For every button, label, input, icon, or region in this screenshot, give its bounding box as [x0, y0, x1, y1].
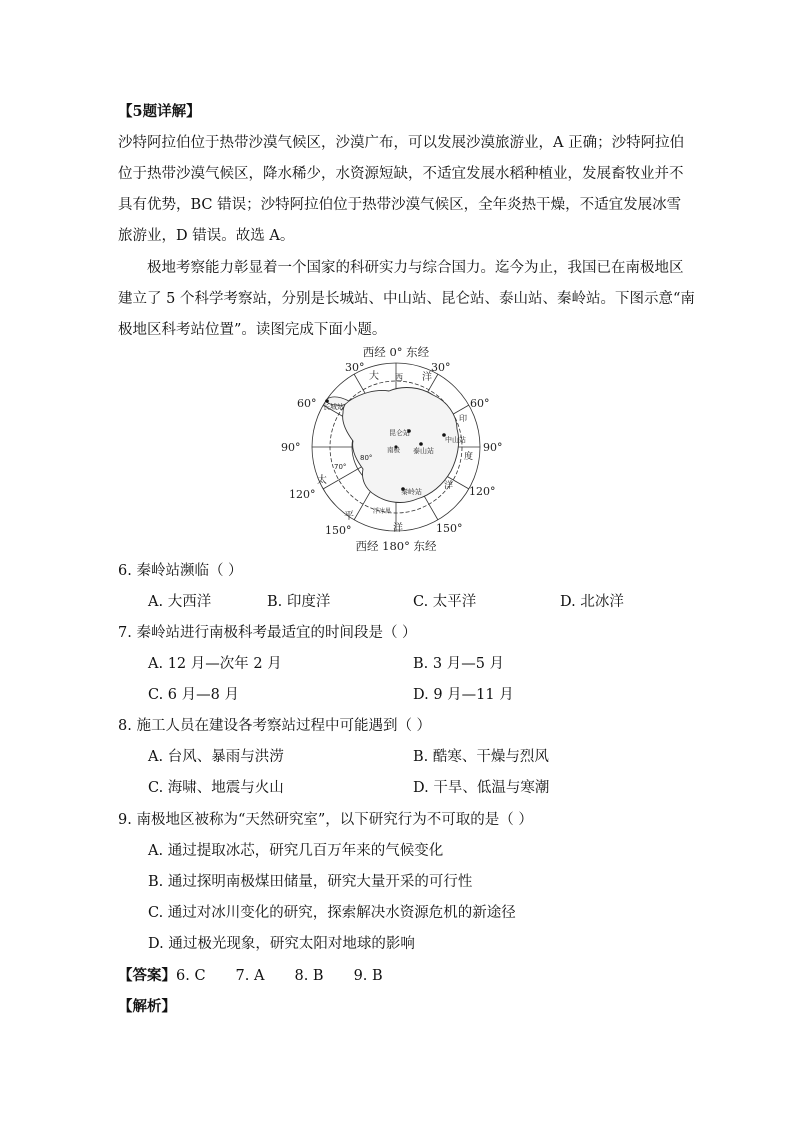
ocean-tai: 太 — [317, 475, 327, 486]
q8-option-c[interactable]: C. 海啸、地震与火山 — [148, 780, 284, 796]
q6-option-a[interactable]: A. 大西洋 — [148, 594, 212, 610]
ocean-yin: 印 — [459, 414, 467, 423]
q9-option-c[interactable]: C. 通过对冰川变化的研究，探索解决水资源危机的新途径 — [148, 905, 516, 921]
label-changcheng: 长城站 — [323, 403, 344, 411]
ocean-yang-top: 洋 — [422, 372, 432, 383]
intro-line-2: 建立了 5 个科学考察站，分别是长城站、中山站、昆仑站、泰山站、秦岭站。下图示意“南 — [118, 291, 695, 307]
ocean-yang-right: 洋 — [444, 481, 454, 491]
map-svg — [281, 343, 511, 555]
analysis-heading: 【解析】 — [118, 998, 176, 1015]
answer-9: 9. B — [353, 968, 383, 984]
question-9-stem: 9. 南极地区被称为“天然研究室”，以下研究行为不可取的是（ ） — [118, 812, 533, 828]
ocean-ping: 平 — [344, 511, 354, 522]
section5-line-1: 沙特阿拉伯位于热带沙漠气候区，沙漠广布，可以发展沙漠旅游业，A 正确；沙特阿拉伯 — [118, 135, 685, 151]
q7-option-d[interactable]: D. 9 月—11 月 — [413, 687, 514, 703]
ocean-du: 度 — [464, 452, 474, 462]
answer-6: 6. C — [176, 968, 206, 984]
question-7-stem: 7. 秦岭站进行南极科考最适宜的时间段是（ ） — [118, 625, 417, 641]
intro-line-3: 极地区科考站位置”。读图完成下面小题。 — [118, 322, 387, 338]
q9-option-d[interactable]: D. 通过极光现象，研究太阳对地球的影响 — [148, 936, 415, 952]
question-6-stem: 6. 秦岭站濒临（ ） — [118, 563, 243, 579]
q6-option-b[interactable]: B. 印度洋 — [267, 594, 331, 610]
section5-heading: 【5题详解】 — [118, 103, 201, 120]
top-meridian-label: 西经 0° 东经 — [362, 345, 430, 359]
ocean-xi: 西 — [395, 373, 403, 382]
deg-120-left: 120° — [289, 488, 316, 501]
q8-option-d[interactable]: D. 干旱、低温与寒潮 — [413, 780, 550, 796]
q6-option-d[interactable]: D. 北冰洋 — [560, 594, 624, 610]
answer-line — [118, 966, 383, 986]
label-kunlun: 昆仑站 — [389, 429, 410, 437]
q7-option-a[interactable]: A. 12 月—次年 2 月 — [148, 656, 282, 672]
label-pole: 南极 — [387, 446, 400, 454]
antarctica-shape — [343, 388, 459, 503]
q8-option-a[interactable]: A. 台风、暴雨与洪涝 — [148, 749, 284, 765]
label-zhongshan: 中山站 — [445, 436, 466, 444]
label-qinling: 秦岭站 — [401, 488, 422, 496]
question-8-stem: 8. 施工人员在建设各考察站过程中可能遇到（ ） — [118, 718, 432, 734]
answer-8: 8. B — [294, 968, 324, 984]
deg-150-left: 150° — [325, 524, 352, 537]
q6-option-c[interactable]: C. 太平洋 — [413, 594, 477, 610]
deg-120-right: 120° — [469, 485, 496, 498]
deg-90-left: 90° — [281, 441, 301, 454]
section5-line-3: 具有优势，BC 错误；沙特阿拉伯位于热带沙漠气候区，全年炎热干燥，不适宜发展冰雪 — [118, 197, 682, 213]
q7-option-b[interactable]: B. 3 月—5 月 — [413, 656, 505, 672]
bottom-meridian-label: 西经 180° 东经 — [355, 539, 437, 553]
deg-60-left: 60° — [297, 397, 317, 410]
deg-90-right: 90° — [483, 441, 503, 454]
taishan-marker — [419, 442, 423, 446]
answer-label: 【答案】 — [118, 967, 176, 984]
deg-30-left: 30° — [345, 361, 365, 374]
section5-line-2: 位于热带沙漠气候区，降水稀少，水资源短缺，不适宜发展水稻种植业，发展畜牧业并不 — [118, 166, 684, 182]
intro-line-1: 极地考察能力彰显着一个国家的科研实力与综合国力。迄今为止，我国已在南极地区 — [147, 260, 684, 276]
deg-30-right: 30° — [431, 361, 451, 374]
label-lat-80: 80° — [360, 454, 373, 462]
section5-line-4: 旅游业，D 错误。故选 A。 — [118, 228, 295, 244]
label-pack-ice: 浮冰界 — [373, 508, 392, 515]
q9-option-a[interactable]: A. 通过提取冰芯，研究几百万年来的气候变化 — [148, 843, 444, 859]
antarctic-stations-map — [281, 343, 511, 555]
q8-option-b[interactable]: B. 酷寒、干燥与烈风 — [413, 749, 549, 765]
deg-60-right: 60° — [470, 397, 490, 410]
answer-7: 7. A — [235, 968, 265, 984]
deg-150-right: 150° — [436, 522, 463, 535]
q9-option-b[interactable]: B. 通过探明南极煤田储量，研究大量开采的可行性 — [148, 874, 473, 890]
label-taishan: 泰山站 — [413, 447, 434, 455]
ocean-yang-bottom: 洋 — [393, 523, 403, 534]
q7-option-c[interactable]: C. 6 月—8 月 — [148, 687, 239, 703]
ocean-da: 大 — [369, 371, 379, 382]
label-lat-70: 70° — [334, 463, 347, 471]
